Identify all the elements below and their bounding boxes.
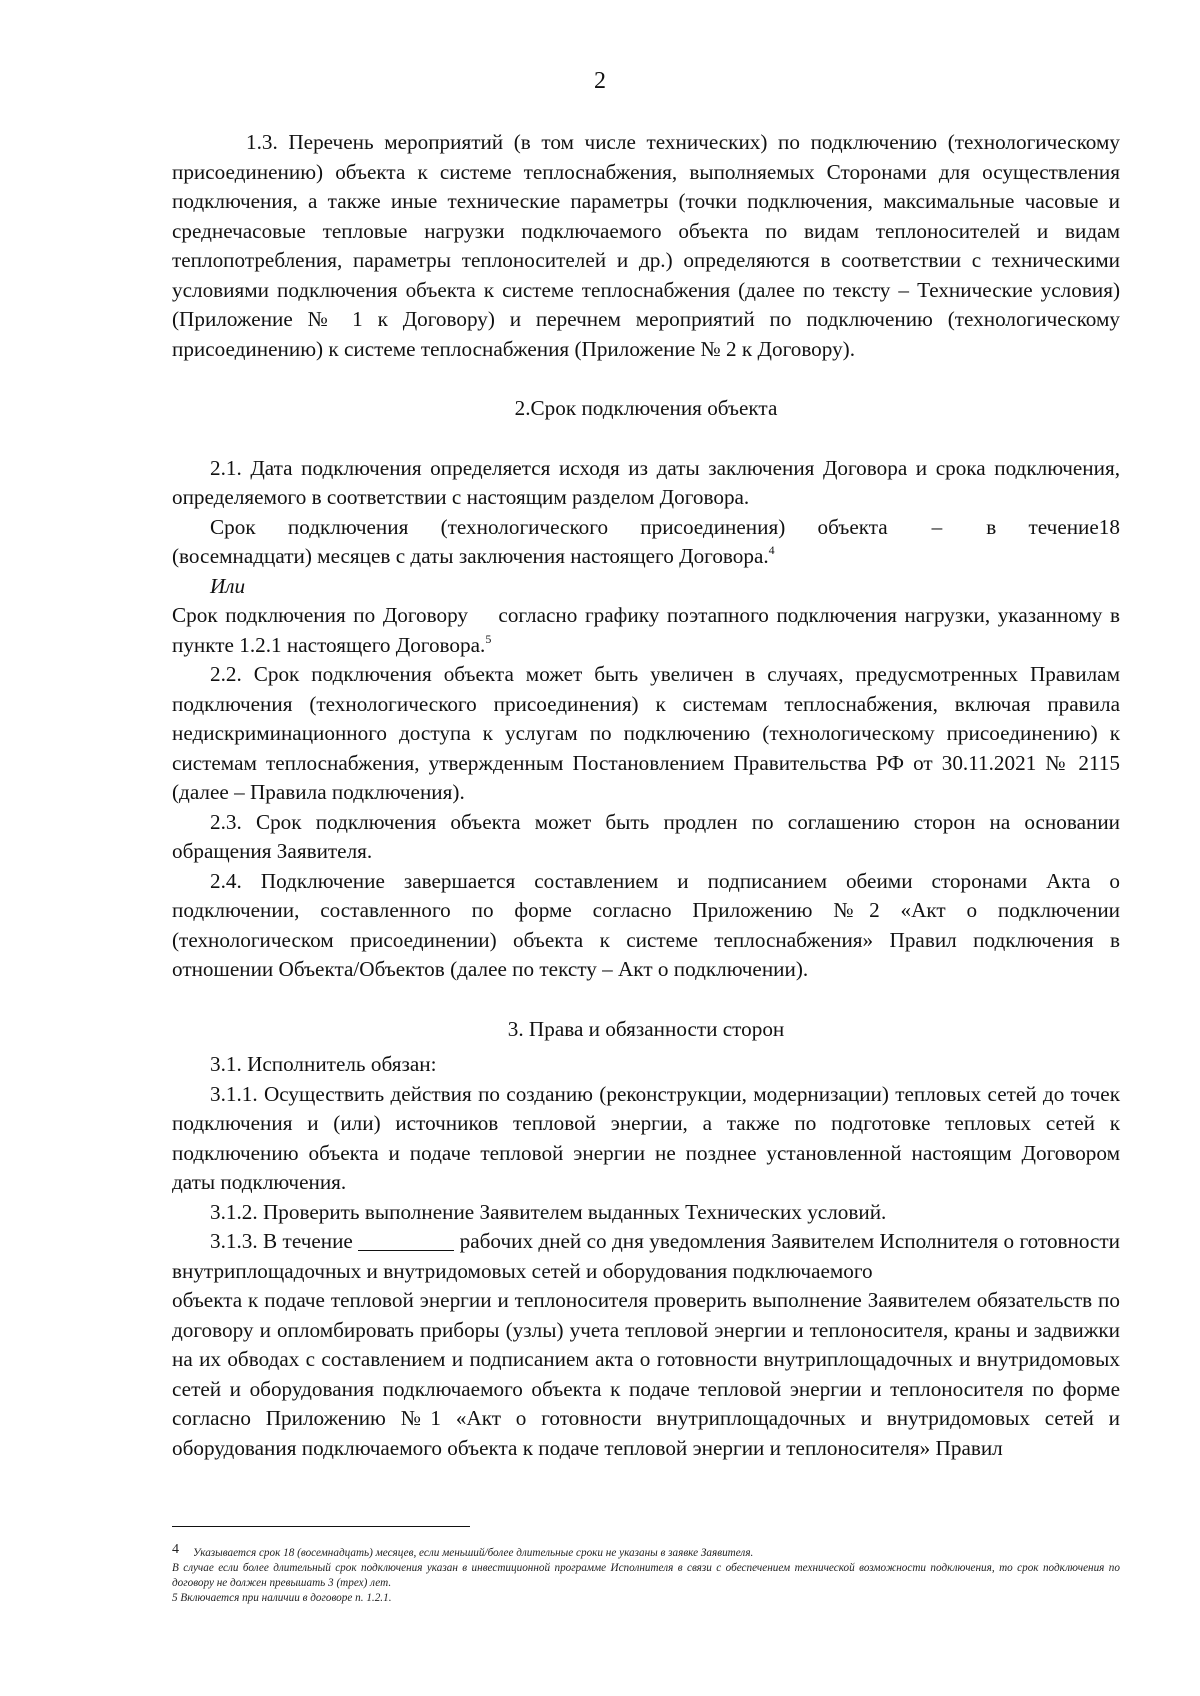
clause-2-1-alt-term-b: согласно графику поэтапного подключения нагрузки, указанному в пункте 1.2.1 настоящего Договора. [172,603,1120,657]
footnote-4-number: 4 [172,1542,179,1557]
clause-3-1-2: 3.1.2. Проверить выполнение Заявителем выданных Технических условий. [210,1199,887,1224]
clause-2-2: 2.2. Срок подключения объекта может быть увеличен в случаях, предусмотренных Правилам подключения (технологического присоединения) к системам теплоснабжения, включая правила недискриминационного доступа к услугам по подключению (технологическому присоединению) к системам теплоснабжения, утвержденным Постановлением Правительства РФ от 30.11.2021 № 2115 (далее – Правила подключения). [172,662,1120,804]
footnote-4-text: Указывается срок 18 (восемнадцать) месяцев, если меньший/более длительные сроки не указаны в заявке Заявителя. [193,1547,754,1559]
clause-3-1-3-b: рабочих дней со дня уведомления Заявителем Исполнителя о готовности внутриплощадочных и внутридомовых сетей и оборудования подключаемого [172,1229,1121,1283]
clause-3-1-1: 3.1.1. Осуществить действия по созданию (реконструкции, модернизации) тепловых сетей до точек подключения и (или) источников тепловой энергии, а также по подготовке тепловых сетей к подключению объекта и подаче тепловой энергии не позднее установленной настоящим Договором даты подключения. [172,1081,1120,1194]
clause-2-4: 2.4. Подключение завершается составлением и подписанием обеими сторонами Акта о подключении, составленного по форме согласно Приложению №2 «Акт о подключении (технологическом присоединении) объекта к системе теплоснабжения» Правил подключения в отношении Объекта/Объектов (далее по тексту – Акт о подключении). [172,868,1120,981]
footnote-5: 5 Включается при наличии в договоре п. 1.2.1. [172,1592,392,1604]
footnote-4-continued: В случае если более длительный срок подключения указан в инвестиционной программе Исполнителя в связи с обеспечением технической возможности подключения, то срок подключения по договору не должен превышать 3 (трех) лет. [172,1562,1120,1589]
footnote-separator [172,1526,470,1527]
section-3-heading: 3. Права и обязанности сторон [507,1016,785,1041]
alternative-or-label: Или [210,573,246,598]
days-blank-field [358,1230,454,1251]
footnote-4 [172,1542,1120,1561]
footnote-ref-5: 5 [485,631,492,646]
clause-2-1-term-a: Срок подключения (технологического присоединения) объекта [210,514,888,539]
clause-3-1-3-a: 3.1.3. В течение [210,1229,353,1253]
clause-3-1: 3.1. Исполнитель обязан: [210,1052,437,1076]
clause-2-3: 2.3. Срок подключения объекта может быть продлен по соглашению сторон на основании обращения Заявителя. [172,809,1120,863]
clause-2-1-alt-term-a: Срок подключения по Договору [172,603,468,627]
footnote-ref-4: 4 [768,543,775,557]
footnotes [172,1542,1120,1606]
clause-1-3: 1.3. Перечень мероприятий (в том числе технических) по подключению (технологическому присоединению) объекта к системе теплоснабжения, выполняемых Сторонами для осуществления подключения, а также иные технические параметры (точки подключения, максимальные часовые и среднечасовые тепловые нагрузки подключаемого объекта по видам теплоносителей и видам теплопотребления, параметры теплоносителей и др.) определяются в соответствии с техническими условиями подключения объекта к системе теплоснабжения (далее по тексту – Технические условия) (Приложение № 1 к Договору) и перечнем мероприятий по подключению (технологическому присоединению) к системе теплоснабжения (Приложение № 2 к Договору). [172,130,1120,361]
section-2-heading: 2.Срок подключения объекта [514,396,778,420]
clause-2-1-alt-term [172,601,1120,660]
clause-2-1-term-b: в течение18 (восемнадцати) месяцев с даты заключения настоящего Договора. [172,514,1120,568]
clause-2-1: 2.1. Дата подключения определяется исходя из даты заключения Договора и срока подключения, определяемого в соответствии с настоящим разделом Договора. [172,455,1120,509]
document-body [172,128,1120,1463]
clause-3-1-3-continued: объекта к подаче тепловой энергии и теплоносителя проверить выполнение Заявителем обязательств по договору и опломбировать приборы (узлы) учета тепловой энергии и теплоносителя, краны и задвижки на их обводах с составлением и подписанием акта о готовности внутриплощадочных и внутридомовых сетей и оборудования подключаемого объекта к подаче тепловой энергии и теплоносителя по форме согласно Приложению №1 «Акт о готовности внутриплощадочных и внутридомовых сетей и оборудования подключаемого объекта к подаче тепловой энергии и теплоносителя» Правил [172,1288,1120,1460]
clause-2-1-term [172,513,1120,572]
clause-3-1-3 [172,1227,1120,1286]
page-number: 2 [594,68,606,94]
clause-2-1-term-dash: – [931,514,943,539]
